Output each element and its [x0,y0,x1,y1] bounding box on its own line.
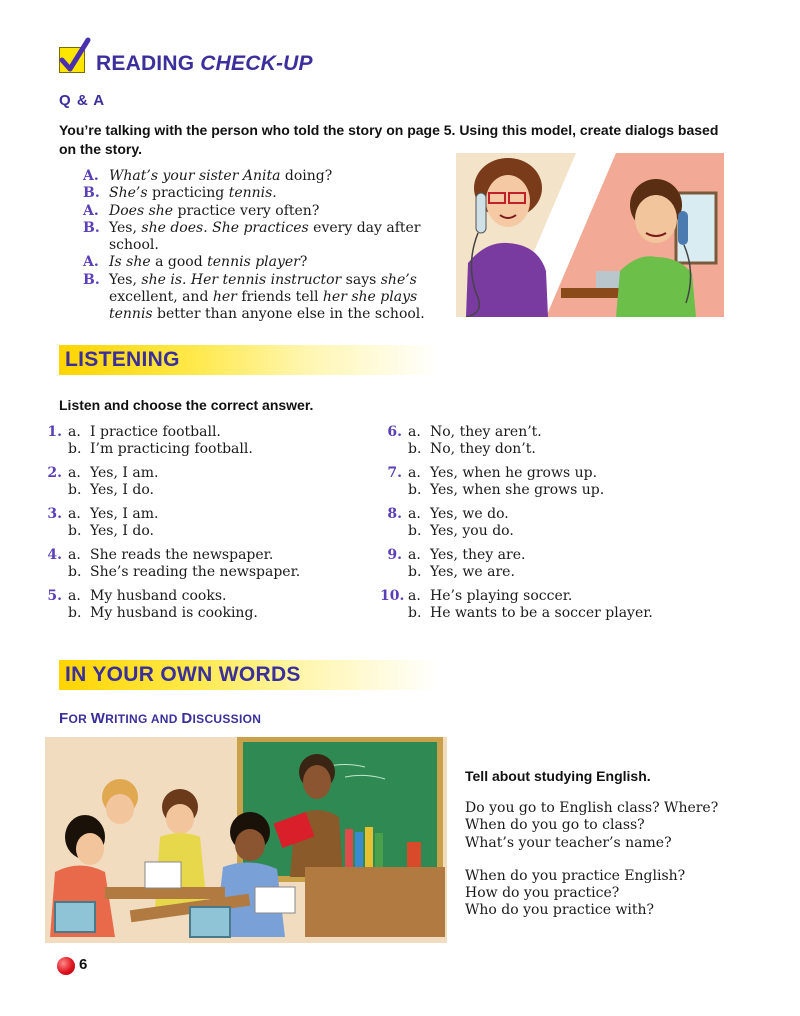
option-text: No, they aren’t. [430,424,542,440]
answer-option-a[interactable] [408,588,700,605]
own-words-title: IN YOUR OWN WORDS [65,663,301,686]
item-number: 6. [387,424,402,440]
option-text: Yes, I am. [90,465,159,481]
question-line: Do you go to English class? Where? [465,800,719,816]
dialog-text: Yes, she is. Her tennis instructor says she’s excellent, and her friends tell her she plays tennis better than anyone else in the school. [109,271,425,323]
option-text: She’s reading the newspaper. [90,564,301,580]
qa-heading: Q & A [59,92,106,109]
dialog-line [83,185,463,202]
listening-item [40,506,360,540]
answer-option-a[interactable] [408,424,700,441]
option-text: No, they don’t. [430,441,536,457]
page-marker-icon [57,957,75,975]
option-text: I practice football. [90,424,221,440]
option-text: He’s playing soccer. [430,588,573,604]
listening-item [380,588,700,622]
listening-item [380,465,700,499]
item-number: 3. [47,506,62,522]
classroom-illustration [45,737,447,943]
title-italic: CHECK-UP [200,52,313,75]
answer-option-b[interactable] [408,605,700,622]
answer-option-b[interactable] [408,564,700,581]
listening-item [380,506,700,540]
answer-option-a[interactable] [68,506,360,523]
option-letter: b. [68,482,82,498]
model-dialog [83,168,463,324]
question-line: What’s your teacher’s name? [465,834,672,851]
listening-item [40,424,360,458]
option-text: Yes, we do. [430,506,509,522]
answer-option-a[interactable] [68,588,360,605]
option-letter: b. [408,482,422,498]
option-letter: b. [408,605,422,621]
option-text: I’m practicing football. [90,441,253,457]
option-letter: b. [68,441,82,457]
option-letter: a. [408,506,421,522]
listening-instruction: Listen and choose the correct answer. [59,397,314,413]
dialog-speaker: B. [83,185,100,202]
dialog-line [83,220,463,255]
option-letter: a. [68,506,81,522]
answer-option-b[interactable] [68,523,360,540]
listening-column-left [40,424,360,629]
option-text: Yes, when she grows up. [430,482,605,498]
option-text: Yes, they are. [430,547,526,563]
option-letter: b. [68,564,82,580]
option-letter: a. [68,424,81,440]
intro-text: You’re talking with the person who told the story on page 5. Using this model, create dialogs based on the story. [59,122,719,157]
item-number: 5. [47,588,62,604]
listening-item [40,547,360,581]
option-letter: b. [408,564,422,580]
option-text: Yes, when he grows up. [430,465,598,481]
option-text: My husband cooks. [90,588,227,604]
listening-item [380,547,700,581]
dialog-speaker: B. [83,219,100,236]
option-letter: a. [408,547,421,563]
dialog-line [83,168,463,185]
item-number: 9. [387,547,402,563]
option-letter: b. [68,523,82,539]
item-number: 4. [47,547,62,563]
question-line: Who do you practice with? [465,902,655,919]
answer-option-a[interactable] [68,465,360,482]
listening-item [40,465,360,499]
answer-option-b[interactable] [68,605,360,622]
listening-item [40,588,360,622]
option-letter: b. [408,523,422,539]
item-number: 8. [387,506,402,522]
option-letter: b. [68,605,82,621]
answer-option-b[interactable] [408,523,700,540]
option-letter: b. [408,441,422,457]
dialog-speaker: A. [83,254,99,271]
option-letter: a. [408,588,421,604]
dialog-line [83,203,463,220]
dialog-line [83,272,463,324]
answer-option-a[interactable] [68,547,360,564]
dialog-speaker: A. [83,202,99,219]
writing-discussion-subhead: FOR WRITING AND DISCUSSION [59,710,262,727]
dialog-text: She’s practicing tennis. [109,185,277,202]
option-letter: a. [408,465,421,481]
dialog-text: Is she a good tennis player? [109,254,308,271]
answer-option-b[interactable] [408,482,700,499]
answer-option-b[interactable] [68,441,360,458]
item-number: 1. [47,424,62,440]
page-number: 6 [79,956,88,973]
option-text: He wants to be a soccer player. [430,605,653,621]
tell-prompt: Tell about studying English. [465,768,651,784]
option-text: My husband is cooking. [90,605,258,621]
listening-column-right [380,424,700,629]
answer-option-a[interactable] [408,465,700,482]
dialog-line [83,254,463,271]
listening-banner [59,345,439,375]
option-letter: a. [68,588,81,604]
item-number: 10. [380,588,405,604]
reading-checkup-title [96,52,313,76]
answer-option-a[interactable] [408,506,700,523]
phone-call-illustration [456,153,724,317]
discussion-questions [465,800,718,920]
answer-option-b[interactable] [68,482,360,499]
dialog-speaker: A. [83,168,99,184]
listening-title: LISTENING [65,348,180,371]
question-line: How do you practice? [465,885,620,902]
question-line: When do you practice English? [465,867,686,884]
dialog-text: What’s your sister Anita doing? [109,168,333,184]
question-line: When do you go to class? [465,817,645,834]
option-letter: a. [68,465,81,481]
option-text: Yes, I am. [90,506,159,522]
dialog-text: Yes, she does. She practices every day after school. [109,219,421,254]
dialog-speaker: B. [83,271,100,288]
answer-option-a[interactable] [408,547,700,564]
option-letter: a. [68,547,81,563]
option-text: Yes, you do. [430,523,514,539]
option-text: Yes, I do. [90,482,154,498]
answer-option-a[interactable] [68,424,360,441]
own-words-banner [59,660,439,690]
answer-option-b[interactable] [408,441,700,458]
dialog-text: Does she practice very often? [109,202,320,219]
option-text: She reads the newspaper. [90,547,274,563]
option-letter: a. [408,424,421,440]
item-number: 7. [387,465,402,481]
answer-option-b[interactable] [68,564,360,581]
listening-item [380,424,700,458]
item-number: 2. [47,465,62,481]
checkmark-icon [54,36,94,76]
option-text: Yes, I do. [90,523,154,539]
option-text: Yes, we are. [430,564,515,580]
title-main: READING [96,52,195,75]
